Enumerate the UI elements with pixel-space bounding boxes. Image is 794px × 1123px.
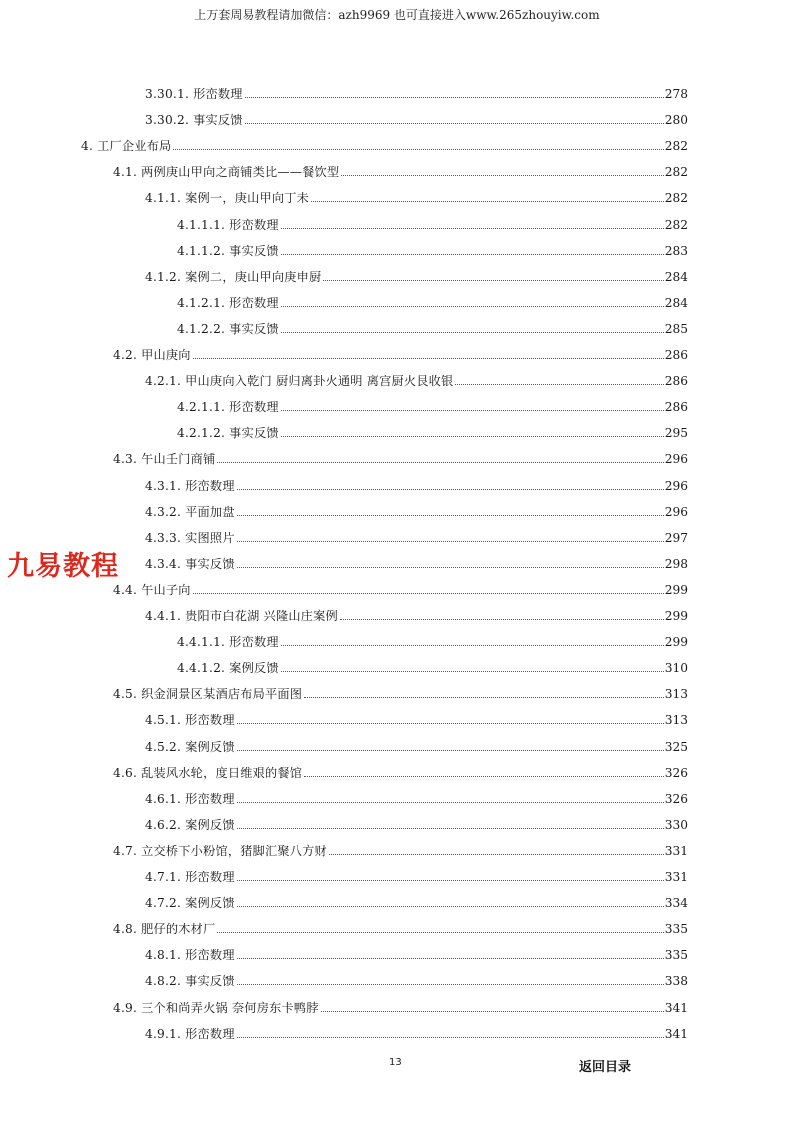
toc-entry-page: 341: [664, 1027, 688, 1041]
toc-leader-dots: [237, 802, 664, 803]
toc-entry-title: 4.3.4. 事实反馈: [145, 557, 235, 571]
page-header-banner: 上万套周易教程请加微信：azh9969 也可直接进入www.265zhouyiw.com: [194, 8, 600, 22]
toc-entry[interactable]: [177, 238, 688, 258]
toc-entry-title: 4.1. 两例庚山甲向之商铺类比——餐饮型: [113, 165, 340, 179]
toc-entry-title: 4.9.1. 形峦数理: [145, 1027, 235, 1041]
toc-entry-title: 4.8.1. 形峦数理: [145, 948, 235, 962]
toc-entry-page: 282: [664, 191, 688, 205]
toc-entry-title: 4.5. 织金洞景区某酒店布局平面图: [113, 687, 303, 701]
toc-entry-page: 341: [664, 1001, 688, 1015]
toc-entry-title: 4.6.2. 案例反馈: [145, 818, 235, 832]
back-to-contents-link[interactable]: 返回目录: [579, 1060, 632, 1075]
toc-entry-page: 331: [664, 844, 688, 858]
toc-entry-title: 4.3.3. 实图照片: [145, 531, 235, 545]
watermark-logo: 九易教程: [7, 551, 119, 582]
toc-entry-page: 296: [664, 479, 688, 493]
toc-leader-dots: [237, 906, 664, 907]
toc-entry-page: 331: [664, 870, 688, 884]
toc-leader-dots: [329, 854, 664, 855]
toc-entry-page: 299: [664, 635, 688, 649]
toc-entry[interactable]: [113, 342, 688, 362]
toc-leader-dots: [281, 436, 664, 437]
toc-leader-dots: [341, 175, 663, 176]
toc-leader-dots: [237, 880, 664, 881]
toc-entry-page: 334: [664, 896, 688, 910]
toc-entry[interactable]: [177, 212, 688, 232]
toc-leader-dots: [281, 645, 664, 646]
toc-entry[interactable]: [145, 942, 688, 962]
toc-leader-dots: [237, 515, 664, 516]
toc-leader-dots: [237, 489, 664, 490]
toc-entry[interactable]: [113, 916, 688, 936]
toc-leader-dots: [193, 358, 664, 359]
toc-entry-title: 4.1.2. 案例二，庚山甲向庚申厨: [145, 270, 322, 284]
toc-entry[interactable]: [113, 577, 688, 597]
toc-entry[interactable]: [145, 525, 688, 545]
toc-entry-title: 4.2.1.1. 形峦数理: [177, 400, 279, 414]
toc-leader-dots: [237, 958, 664, 959]
toc-entry-page: 313: [664, 713, 688, 727]
toc-leader-dots: [237, 750, 664, 751]
toc-entry-title: 4.2.1. 甲山庚向入乾门 厨归离卦火通明 离宫厨火艮收银: [145, 374, 454, 388]
toc-leader-dots: [311, 201, 664, 202]
toc-entry-title: 4.2. 甲山庚向: [113, 348, 191, 362]
toc-entry-page: 326: [664, 792, 688, 806]
toc-entry[interactable]: [177, 629, 688, 649]
toc-entry[interactable]: [113, 838, 688, 858]
toc-entry-title: 4.5.1. 形峦数理: [145, 713, 235, 727]
toc-entry-title: 4.4.1.2. 案例反馈: [177, 661, 279, 675]
toc-leader-dots: [304, 697, 664, 698]
toc-leader-dots: [321, 1011, 664, 1012]
toc-entry-page: 286: [664, 400, 688, 414]
toc-leader-dots: [281, 410, 664, 411]
toc-leader-dots: [173, 149, 663, 150]
toc-entry-page: 297: [664, 531, 688, 545]
toc-entry[interactable]: [145, 1021, 688, 1041]
toc-leader-dots: [217, 462, 663, 463]
toc-entry-page: 335: [664, 922, 688, 936]
toc-entry-title: 4.7.2. 案例反馈: [145, 896, 235, 910]
toc-leader-dots: [281, 671, 664, 672]
toc-entry-page: 283: [664, 244, 688, 258]
toc-entry-page: 298: [664, 557, 688, 571]
toc-leader-dots: [304, 776, 664, 777]
toc-leader-dots: [245, 97, 664, 98]
toc-entry-title: 4.4. 午山子向: [113, 583, 191, 597]
toc-entry-page: 325: [664, 740, 688, 754]
toc-entry-title: 4.7.1. 形峦数理: [145, 870, 235, 884]
toc-entry-title: 4.6.1. 形峦数理: [145, 792, 235, 806]
toc-entry[interactable]: [145, 185, 688, 205]
toc-entry-title: 4.8.2. 事实反馈: [145, 974, 235, 988]
toc-entry[interactable]: [145, 968, 688, 988]
toc-entry[interactable]: [145, 812, 688, 832]
toc-entry-page: 282: [664, 218, 688, 232]
toc-entry[interactable]: [145, 368, 688, 388]
toc-entry[interactable]: [145, 864, 688, 884]
toc-entry-title: 4.5.2. 案例反馈: [145, 740, 235, 754]
toc-entry-title: 4.1.2.1. 形峦数理: [177, 296, 279, 310]
toc-entry-title: 4.1.1.2. 事实反馈: [177, 244, 279, 258]
toc-entry-page: 299: [664, 609, 688, 623]
toc-entry-title: 4.3.1. 形峦数理: [145, 479, 235, 493]
toc-entry[interactable]: [113, 159, 688, 179]
toc-entry-page: 278: [664, 87, 688, 101]
toc-entry[interactable]: [145, 734, 688, 754]
toc-entry[interactable]: [145, 473, 688, 493]
toc-entry-page: 295: [664, 426, 688, 440]
toc-leader-dots: [340, 619, 664, 620]
toc-entry-page: 280: [664, 113, 688, 127]
toc-entry-title: 4.1.2.2. 事实反馈: [177, 322, 279, 336]
page-number: 13: [389, 1057, 402, 1068]
toc-entry-title: 4.8. 肥仔的木材厂: [113, 922, 216, 936]
toc-leader-dots: [237, 723, 664, 724]
toc-entry-page: 326: [664, 766, 688, 780]
toc-entry-title: 4.3. 午山壬门商铺: [113, 452, 216, 466]
toc-entry-title: 4.1.1. 案例一，庚山甲向丁未: [145, 191, 310, 205]
toc-entry-title: 4.6. 乱装风水轮，度日维艰的餐馆: [113, 766, 303, 780]
toc-entry-page: 282: [664, 139, 688, 153]
toc-entry-title: 4. 工厂企业布局: [81, 139, 172, 153]
toc-entry[interactable]: [113, 681, 688, 701]
toc-entry-page: 296: [664, 452, 688, 466]
toc-entry-page: 286: [664, 348, 688, 362]
toc-leader-dots: [193, 593, 664, 594]
toc-entry-page: 282: [664, 165, 688, 179]
toc-entry-page: 284: [664, 270, 688, 284]
toc-entry[interactable]: [145, 551, 688, 571]
toc-entry[interactable]: [113, 995, 688, 1015]
toc-entry-title: 4.4.1.1. 形峦数理: [177, 635, 279, 649]
toc-entry-page: 296: [664, 505, 688, 519]
toc-leader-dots: [245, 123, 664, 124]
toc-leader-dots: [237, 828, 664, 829]
toc-entry-title: 4.4.1. 贵阳市白花湖 兴隆山庄案例: [145, 609, 338, 623]
toc-entry[interactable]: [145, 107, 688, 127]
toc-entry[interactable]: [113, 760, 688, 780]
toc-entry[interactable]: [145, 499, 688, 519]
toc-entry[interactable]: [145, 707, 688, 727]
toc-leader-dots: [237, 1037, 664, 1038]
toc-entry-page: 286: [664, 374, 688, 388]
toc-leader-dots: [237, 984, 664, 985]
toc-entry[interactable]: [177, 290, 688, 310]
toc-leader-dots: [237, 567, 664, 568]
toc-leader-dots: [237, 541, 664, 542]
toc-entry[interactable]: [145, 81, 688, 101]
toc-entry[interactable]: [177, 655, 688, 675]
toc-entry-page: 285: [664, 322, 688, 336]
toc-entry-title: 3.30.1. 形峦数理: [145, 87, 243, 101]
toc-entry[interactable]: [113, 446, 688, 466]
toc-leader-dots: [281, 306, 664, 307]
toc-entry[interactable]: [145, 786, 688, 806]
toc-entry-page: 330: [664, 818, 688, 832]
toc-entry-page: 284: [664, 296, 688, 310]
toc-entry-title: 4.3.2. 平面加盘: [145, 505, 235, 519]
toc-leader-dots: [281, 228, 664, 229]
toc-leader-dots: [281, 332, 664, 333]
toc-entry-page: 335: [664, 948, 688, 962]
toc-entry-title: 4.2.1.2. 事实反馈: [177, 426, 279, 440]
toc-entry-title: 4.7. 立交桥下小粉馆，猪脚汇聚八方财: [113, 844, 327, 858]
toc-entry[interactable]: [177, 420, 688, 440]
toc-entry-page: 313: [664, 687, 688, 701]
toc-entry-title: 4.9. 三个和尚弄火锅 奈何房东卡鸭脖: [113, 1001, 319, 1015]
toc-entry[interactable]: [177, 316, 688, 336]
toc-entry-title: 3.30.2. 事实反馈: [145, 113, 243, 127]
toc-entry[interactable]: [81, 133, 688, 153]
toc-entry[interactable]: [145, 890, 688, 910]
toc-entry[interactable]: [145, 603, 688, 623]
toc-leader-dots: [323, 280, 663, 281]
toc-entry-page: 310: [664, 661, 688, 675]
toc-entry-page: 338: [664, 974, 688, 988]
toc-leader-dots: [217, 932, 663, 933]
toc-entry-page: 299: [664, 583, 688, 597]
toc-leader-dots: [455, 384, 663, 385]
toc-entry[interactable]: [145, 264, 688, 284]
toc-leader-dots: [281, 254, 664, 255]
toc-entry[interactable]: [177, 394, 688, 414]
toc-entry-title: 4.1.1.1. 形峦数理: [177, 218, 279, 232]
